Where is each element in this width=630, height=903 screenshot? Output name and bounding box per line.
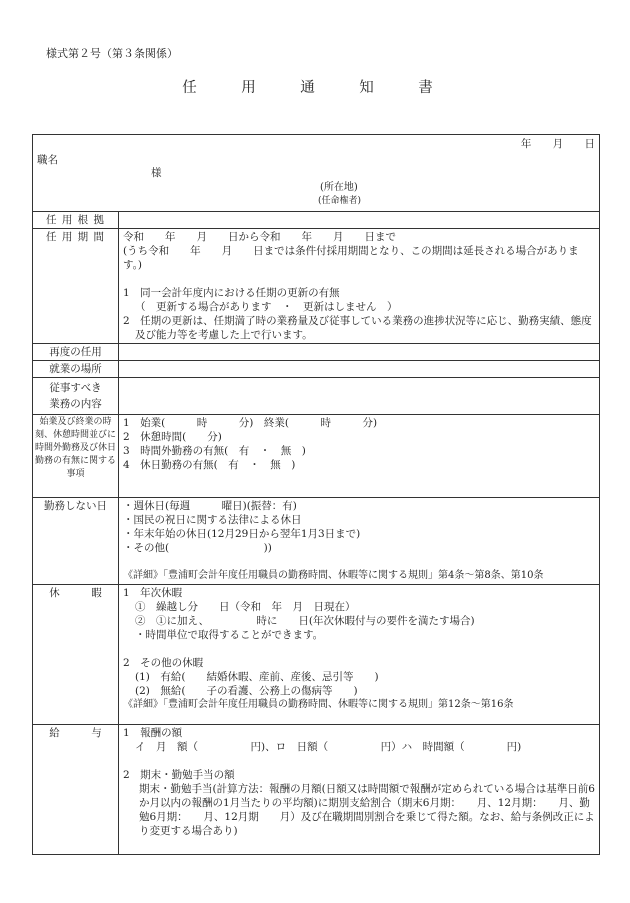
header-cell	[33, 135, 600, 212]
non-working-label: 勤務しない日	[33, 498, 119, 585]
hours-value	[119, 415, 600, 498]
honorific-label: 様	[151, 167, 162, 179]
leave-detail: 《詳細》「豊浦町会計年度任用職員の勤務時間、休暇等に関する規則」第12条～第16条	[123, 699, 514, 710]
hours-break: 2 休憩時間( 分)	[123, 431, 222, 443]
annual-leave-hourly: ・時間単位で取得することができます。	[135, 629, 324, 641]
renewal-title: 1 同一会計年度内における任期の更新の有無	[123, 287, 340, 299]
annual-leave-carryover: ① 繰越し分 日（令和 年 月 日現在）	[135, 601, 356, 613]
weekly-holiday: ・週休日(毎週 曜日)(振替：有)	[123, 500, 297, 512]
hours-holiday-work: 4 休日勤務の有無( 有 ・ 無 )	[123, 459, 296, 471]
location-label: (所在地)	[320, 182, 358, 193]
year-end-holiday: ・年末年始の休日(12月29日から翌年1月3日まで)	[123, 528, 361, 540]
pay-label: 給 与	[33, 725, 119, 855]
duties-value	[119, 378, 600, 415]
non-working-value	[119, 498, 600, 585]
pay-value	[119, 725, 600, 855]
workplace-label: 就業の場所	[33, 361, 119, 378]
document-title: 任 用 通 知 書	[182, 80, 448, 96]
bonus-title: 2 期末・勤勉手当の額	[123, 769, 235, 781]
national-holiday: ・国民の祝日に関する法律による休日	[123, 514, 302, 526]
unpaid-leave: (2) 無給( 子の看護、公務上の傷病等 )	[135, 685, 358, 697]
duties-label-line2: 業務の内容	[49, 398, 102, 410]
probation-note: (うち令和 年 月 日までは条件付採用期間となり、この期間は延長される場合があります。)	[123, 245, 579, 271]
hours-label: 始業及び終業の時刻、休憩時間並びに時間外勤務及び休日勤務の有無に関する事項	[33, 415, 119, 498]
reappointment-value	[119, 344, 600, 361]
period-range: 令和 年 月 日から令和 年 月 日まで	[123, 231, 396, 243]
workplace-row	[33, 361, 600, 378]
duties-label	[33, 378, 119, 415]
form-number-label: 様式第２号（第３条関係）	[46, 47, 178, 60]
annual-leave-grant: ② ①に加え、 時に 日(年次休暇付与の要件を満たす場合)	[135, 615, 475, 627]
post-label: 職名	[37, 154, 58, 166]
duties-row	[33, 378, 600, 415]
non-working-row	[33, 498, 600, 585]
pay-amount-title: 1 報酬の額	[123, 727, 183, 739]
reappointment-row	[33, 344, 600, 361]
workplace-value	[119, 361, 600, 378]
hours-overtime: 3 時間外勤務の有無( 有 ・ 無 )	[123, 445, 306, 457]
leave-label: 休 暇	[33, 585, 119, 725]
non-working-detail: 《詳細》「豊浦町会計年度任用職員の勤務時間、休暇等に関する規則」第4条～第8条、第10条	[123, 570, 544, 581]
period-label: 任 用 期 間	[33, 229, 119, 344]
period-value	[119, 229, 600, 344]
leave-row	[33, 585, 600, 725]
hours-row	[33, 415, 600, 498]
pay-row	[33, 725, 600, 855]
leave-value	[119, 585, 600, 725]
reappointment-label: 再度の任用	[33, 344, 119, 361]
other-holiday: ・その他( ))	[123, 542, 272, 554]
renewal-note: 2 任期の更新は、任期満了時の業務量及び従事している業務の進捗状況等に応じ、勤務実績、態度及び能力等を考慮した上で行います。	[123, 315, 592, 341]
renewal-options: （ 更新する場合があります ・ 更新はしません ）	[135, 301, 398, 313]
paid-leave: (1) 有給( 結婚休暇、産前、産後、忌引等 )	[135, 671, 379, 683]
basis-label: 任 用 根 拠	[33, 212, 119, 229]
basis-row	[33, 212, 600, 229]
basis-value	[119, 212, 600, 229]
header-row	[33, 135, 600, 212]
bonus-body: 期末・勤勉手当(計算方法：報酬の月額(日額又は時間額で報酬が定められている場合は基準日前6か月以内の報酬の1月当たりの平均額)に期別支給割合（期末6月期： 月、12月期： 月、勤勉6月期： 月、12月期 月）及び在職期間別割合を乗じて得た額。なお、給与条例改正により変更する場合あり)	[139, 783, 595, 837]
appointer-label: (任命権者)	[318, 196, 362, 206]
pay-amount-values: イ 月 額（ 円)、ロ 日額（ 円）ハ 時間額（ 円)	[135, 741, 522, 753]
annual-leave-title: 1 年次休暇	[123, 587, 183, 599]
hours-start-end: 1 始業( 時 分) 終業( 時 分)	[123, 417, 378, 429]
duties-label-line1: 従事すべき	[49, 382, 102, 394]
appointment-form-table	[32, 134, 600, 855]
date-line: 年 月 日	[520, 138, 595, 150]
other-leave-title: 2 その他の休暇	[123, 657, 204, 669]
period-row	[33, 229, 600, 344]
